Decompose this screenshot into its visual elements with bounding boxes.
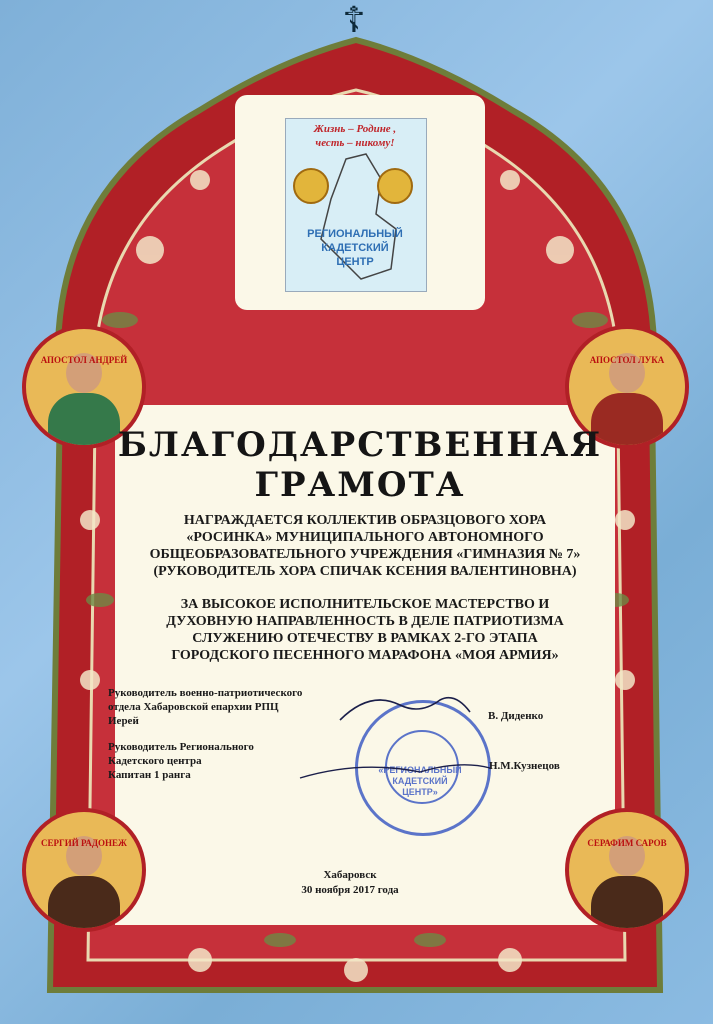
reason-line: ЗА ВЫСОКОЕ ИСПОЛНИТЕЛЬСКОЕ МАСТЕРСТВО И [180,597,550,612]
award-line: ОБЩЕОБРАЗОВАТЕЛЬНОГО УЧРЕЖДЕНИЯ «ГИМНАЗИЯ № 7» [149,547,581,562]
reason-line: ГОРОДСКОГО ПЕСЕННОГО МАРАФОНА «МОЯ АРМИЯ» [171,648,559,663]
center-name-line: ЦЕНТР [336,256,374,268]
icon-label: СЕРАФИМ САРОВ [587,838,667,848]
stamp-line: «РЕГИОНАЛЬНЫЙ [378,765,462,775]
date: 30 ноября 2017 года [301,884,399,896]
signatory-line: Иерей [108,715,139,727]
signatory-line: Руководитель Регионального [108,741,254,753]
award-line: «РОСИНКА» МУНИЦИПАЛЬНОГО АВТОНОМНОГО [186,530,544,545]
signatory-line: отдела Хабаровской епархии РПЦ [108,701,279,713]
place-and-date [250,868,450,898]
certificate-title: БЛАГОДАРСТВЕННАЯ ГРАМОТА [117,425,603,505]
motto-line: Жизнь – Родине , [313,123,397,135]
icon-label: СЕРГИЙ РАДОНЕЖ [41,838,127,848]
center-name-line: РЕГИОНАЛЬНЫЙ [307,228,403,240]
signatory-1-name: В. Диденко [488,710,544,722]
city: Хабаровск [323,869,377,881]
reason-line: ДУХОВНУЮ НАПРАВЛЕННОСТЬ В ДЕЛЕ ПАТРИОТИЗМА [166,614,564,629]
stamp-line: ЦЕНТР» [402,787,438,797]
award-line: НАГРАЖДАЕТСЯ КОЛЛЕКТИВ ОБРАЗЦОВОГО ХОРА [183,513,547,528]
center-name-line: КАДЕТСКИЙ [321,242,389,254]
signatory-line: Руководитель военно-патриотического [108,687,303,699]
stamp-line: КАДЕТСКИЙ [392,776,448,786]
icon-label: АПОСТОЛ ЛУКА [589,355,665,365]
motto-line: честь – никому! [315,137,395,149]
signatory-2-name: Н.М.Кузнецов [489,760,560,772]
signatory-line: Капитан 1 ранга [108,769,191,781]
award-line: (РУКОВОДИТЕЛЬ ХОРА СПИЧАК КСЕНИЯ ВАЛЕНТИНОВНА) [153,564,577,579]
reason-line: СЛУЖЕНИЮ ОТЕЧЕСТВУ В РАМКАХ 2-ГО ЭТАПА [192,631,538,646]
icon-label: АПОСТОЛ АНДРЕЙ [40,355,128,365]
signatory-line: Кадетского центра [108,755,202,767]
cross-icon: ☦ [342,0,366,40]
